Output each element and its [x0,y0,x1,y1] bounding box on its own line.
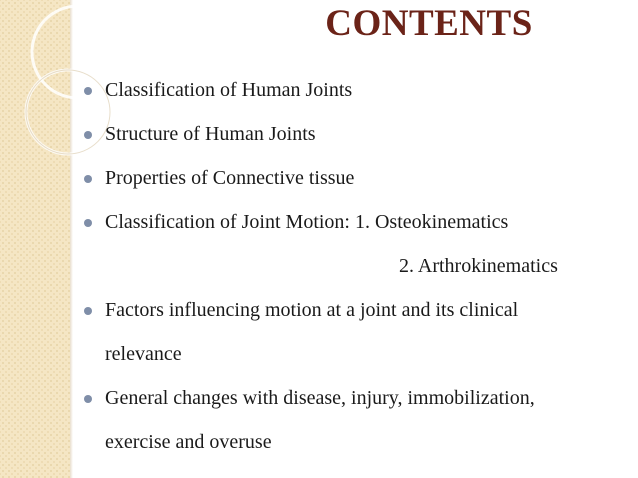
list-item-line2: exercise and overuse [105,431,272,453]
slide-title-text: CONTENTS [325,3,533,44]
list-item [84,76,629,105]
list-item [84,164,629,193]
list-item-line1: General changes with disease, injury, immobilization, [105,387,535,409]
list-item-text: Classification of Human Joints [105,79,353,101]
list-item-text: Properties of Connective tissue [105,167,355,189]
list-item-text: Structure of Human Joints [105,123,316,145]
list-item-text: Classification of Joint Motion: 1. Osteokinematics [105,211,509,233]
slide-title [70,2,638,45]
bullet-icon [84,175,92,183]
list-item [84,384,629,457]
bullet-icon [84,307,92,315]
bullet-icon [84,87,92,95]
bullet-icon [84,219,92,227]
list-item [84,208,629,281]
list-item [84,296,629,369]
bullet-icon [84,395,92,403]
bullet-icon [84,131,92,139]
list-item-line1: Factors influencing motion at a joint and its clinical [105,299,519,321]
contents-list [84,76,629,472]
list-item-subtext: 2. Arthrokinematics [399,255,558,277]
list-item-line2: relevance [105,343,182,365]
list-item [84,120,629,149]
